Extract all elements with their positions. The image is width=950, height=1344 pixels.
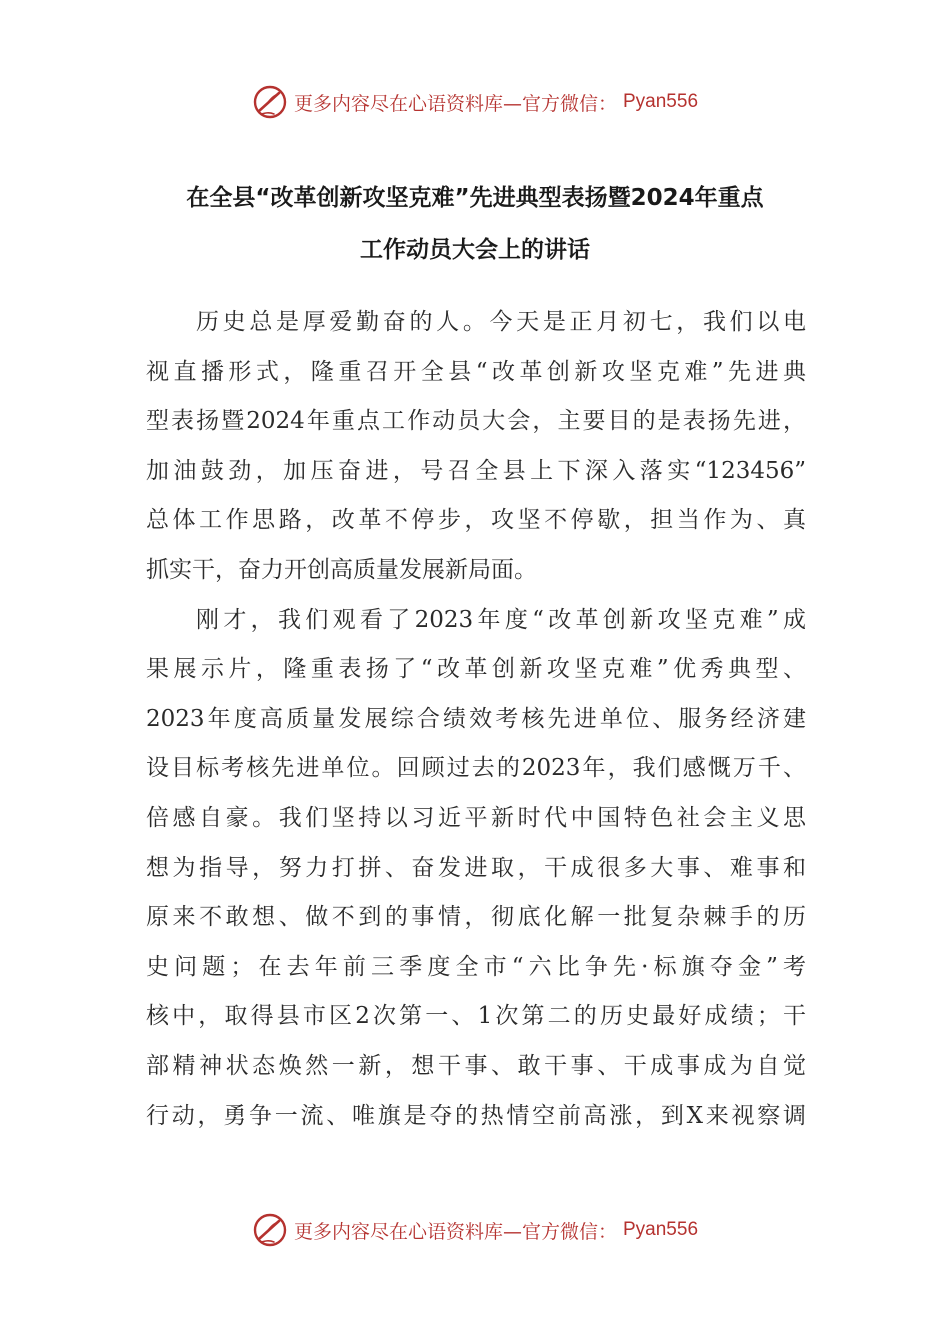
text-line: 想为指导，努力打拼、奋发进取，干成很多大事、难事和 [146, 854, 806, 881]
text-line: 部精神状态焕然一新，想干事、敢干事、干成事成为自觉 [146, 1052, 806, 1079]
paragraph [146, 596, 806, 1142]
text-line: 抓实干，奋力开创高质量发展新局面。 [146, 556, 537, 583]
title-line: 工作动员大会上的讲话 [360, 237, 590, 263]
text-line: 果展示片，隆重表扬了“改革创新攻坚克难”优秀典型、 [146, 656, 806, 683]
text-line: 视直播形式，隆重召开全县“改革创新攻坚克难”先进典 [146, 358, 806, 385]
document-body [146, 298, 806, 1141]
watermark-banner-top [0, 82, 950, 122]
watermark-banner-bottom [0, 1210, 950, 1250]
text-line: 历史总是厚爱勤奋的人。今天是正月初七，我们以电 [196, 309, 806, 335]
text-line: 刚才，我们观看了2023年度“改革创新攻坚克难”成 [196, 606, 806, 633]
watermark-text: 更多内容尽在心语资料库—官方微信： [293, 92, 617, 115]
text-line: 总体工作思路，改革不停步，攻坚不停歇，担当作为、真 [146, 507, 806, 534]
text-line: 型表扬暨2024年重点工作动员大会，主要目的是表扬先进， [146, 408, 806, 435]
text-line: 倍感自豪。我们坚持以习近平新时代中国特色社会主义思 [146, 804, 806, 831]
watermark-wechat-id: Pyan556 [623, 1219, 699, 1240]
text-line: 2023年度高质量发展综合绩效考核先进单位、服务经济建 [146, 705, 806, 732]
text-line: 行动，勇争一流、唯旗是夺的热情空前高涨，到X来视察调 [146, 1102, 806, 1129]
title-line: 在全县“改革创新攻坚克难”先进典型表扬暨2024年重点 [186, 185, 764, 211]
text-line: 原来不敢想、做不到的事情，彻底化解一批复杂棘手的历 [146, 904, 806, 931]
text-line: 史问题；在去年前三季度全市“六比争先·标旗夺金”考 [146, 953, 806, 980]
watermark-text: 更多内容尽在心语资料库—官方微信： [293, 1220, 617, 1243]
text-line: 加油鼓劲，加压奋进，号召全县上下深入落实“123456” [146, 457, 806, 484]
document-title [120, 172, 830, 276]
quill-pen-circle-icon [252, 1212, 288, 1248]
watermark-wechat-id: Pyan556 [623, 91, 699, 112]
quill-pen-circle-icon [252, 84, 288, 120]
text-line: 设目标考核先进单位。回顾过去的2023年，我们感慨万千、 [146, 755, 806, 782]
paragraph [146, 298, 806, 596]
text-line: 核中，取得县市区2次第一、1次第二的历史最好成绩；干 [146, 1003, 806, 1030]
